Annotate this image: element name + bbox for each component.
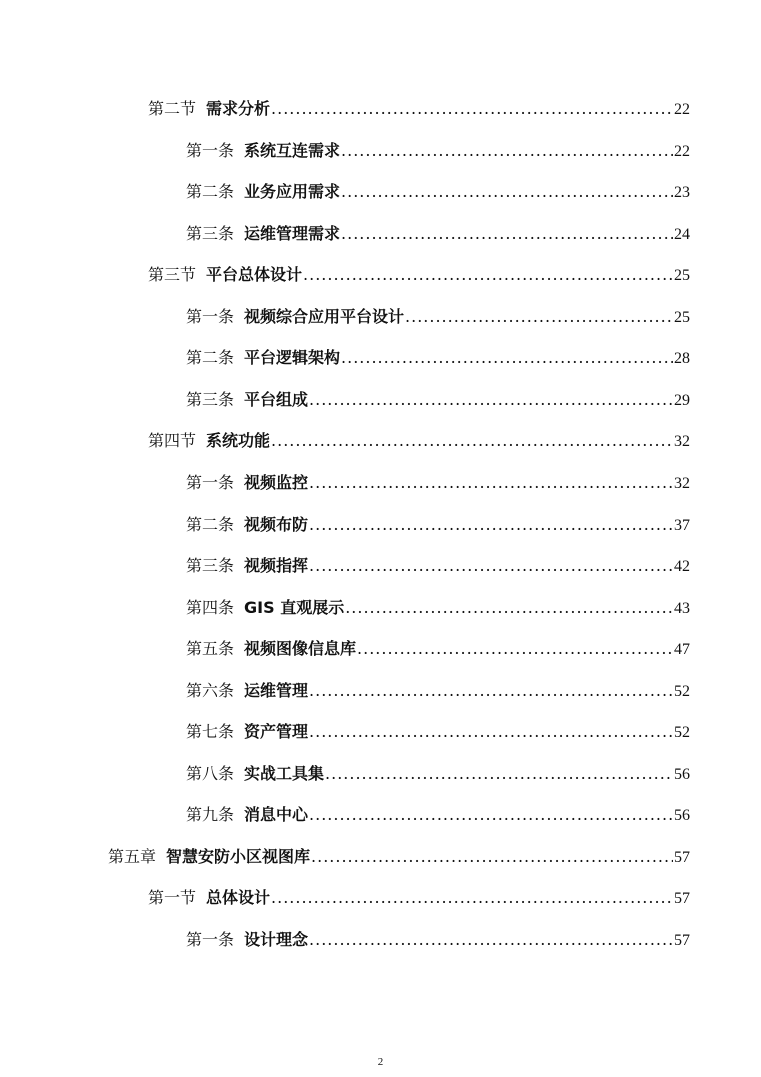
- toc-entry-number: 第二条: [186, 348, 235, 367]
- toc-entry-title: 平台总体设计: [206, 265, 303, 284]
- toc-entry-number: 第三条: [186, 556, 235, 575]
- toc-entry-title: 平台组成: [244, 390, 309, 409]
- toc-entry[interactable]: [186, 304, 690, 330]
- toc-entry[interactable]: [186, 345, 690, 371]
- toc-entry-title: 设计理念: [244, 930, 309, 949]
- dot-leader: [271, 885, 673, 911]
- dot-leader: [341, 345, 673, 371]
- dot-leader: [309, 802, 673, 828]
- toc-entry-title: 视频图像信息库: [244, 639, 357, 658]
- toc-entry-number: 第一条: [186, 930, 235, 949]
- toc-entry-page: 42: [674, 558, 690, 575]
- dot-leader: [271, 96, 673, 122]
- toc-entry-page: 52: [674, 683, 690, 700]
- dot-leader: [309, 387, 673, 413]
- toc-entry[interactable]: [186, 221, 690, 247]
- toc-entry[interactable]: [186, 927, 690, 953]
- toc-entry-title: 视频监控: [244, 473, 309, 492]
- toc-entry[interactable]: [148, 428, 690, 454]
- toc-entry-title: 总体设计: [206, 888, 271, 907]
- dot-leader: [357, 636, 673, 662]
- toc-entry-page: 23: [674, 184, 690, 201]
- toc-entry-page: 22: [674, 101, 690, 118]
- dot-leader: [341, 179, 673, 205]
- toc-entry-page: 28: [674, 350, 690, 367]
- toc-entry-page: 32: [674, 433, 690, 450]
- toc-entry-title: 资产管理: [244, 722, 309, 741]
- toc-entry-number: 第一条: [186, 307, 235, 326]
- dot-leader: [405, 304, 673, 330]
- toc-entry-number: 第二条: [186, 515, 235, 534]
- toc-entry-page: 24: [674, 226, 690, 243]
- toc-entry[interactable]: [186, 761, 690, 787]
- page-number: 2: [377, 1056, 384, 1068]
- toc-entry[interactable]: [186, 678, 690, 704]
- dot-leader: [303, 262, 673, 288]
- toc-entry-title: 实战工具集: [244, 764, 325, 783]
- toc-entry[interactable]: [186, 179, 690, 205]
- toc-entry[interactable]: [148, 96, 690, 122]
- dot-leader: [309, 470, 673, 496]
- toc-entry-title: 运维管理: [244, 681, 309, 700]
- toc-entry[interactable]: [108, 844, 690, 870]
- dot-leader: [271, 428, 673, 454]
- toc-entry[interactable]: [186, 802, 690, 828]
- toc-entry-number: 第六条: [186, 681, 235, 700]
- toc-entry-page: 37: [674, 517, 690, 534]
- toc-entry-number: 第三条: [186, 224, 235, 243]
- toc-entry-number: 第三条: [186, 390, 235, 409]
- dot-leader: [309, 927, 673, 953]
- toc-entry-page: 43: [674, 600, 690, 617]
- dot-leader: [341, 138, 673, 164]
- dot-leader: [325, 761, 673, 787]
- toc-entry-title: 消息中心: [244, 805, 309, 824]
- toc-entry-title: 视频综合应用平台设计: [244, 307, 405, 326]
- dot-leader: [345, 595, 673, 621]
- toc-entry-title: 平台逻辑架构: [244, 348, 341, 367]
- dot-leader: [309, 512, 673, 538]
- toc-entry-number: 第四节: [148, 431, 197, 450]
- toc-entry-page: 52: [674, 724, 690, 741]
- toc-entry-number: 第二节: [148, 99, 197, 118]
- toc-entry-title: 运维管理需求: [244, 224, 341, 243]
- toc-entry-page: 56: [674, 766, 690, 783]
- toc-entry-title: GIS 直观展示: [244, 598, 345, 617]
- toc-entry-number: 第四条: [186, 598, 235, 617]
- toc-entry-page: 57: [674, 849, 690, 866]
- toc-entry-number: 第一节: [148, 888, 197, 907]
- toc-entry[interactable]: [148, 262, 690, 288]
- toc-entry-number: 第三节: [148, 265, 197, 284]
- toc-entry[interactable]: [186, 470, 690, 496]
- toc-entry[interactable]: [186, 138, 690, 164]
- toc-entry-page: 29: [674, 392, 690, 409]
- toc-entry-number: 第七条: [186, 722, 235, 741]
- toc-entry-title: 智慧安防小区视图库: [166, 847, 311, 866]
- toc-entry-title: 系统功能: [206, 431, 271, 450]
- toc-entry-page: 56: [674, 807, 690, 824]
- toc-entry[interactable]: [186, 512, 690, 538]
- toc-entry-page: 25: [674, 309, 690, 326]
- toc-entry-title: 业务应用需求: [244, 182, 341, 201]
- toc-entry-number: 第九条: [186, 805, 235, 824]
- toc-entry[interactable]: [186, 636, 690, 662]
- toc-entry-number: 第一条: [186, 141, 235, 160]
- toc-entry[interactable]: [186, 553, 690, 579]
- toc-entry-number: 第二条: [186, 182, 235, 201]
- toc-entry-title: 视频布防: [244, 515, 309, 534]
- toc-entry[interactable]: [186, 595, 690, 621]
- toc-entry-title: 视频指挥: [244, 556, 309, 575]
- dot-leader: [309, 553, 673, 579]
- dot-leader: [311, 844, 673, 870]
- toc-entry-number: 第五章: [108, 847, 157, 866]
- dot-leader: [341, 221, 673, 247]
- toc-entry-number: 第八条: [186, 764, 235, 783]
- toc-entry-page: 47: [674, 641, 690, 658]
- dot-leader: [309, 719, 673, 745]
- dot-leader: [309, 678, 673, 704]
- toc-entry-title: 需求分析: [206, 99, 271, 118]
- toc-entry-page: 22: [674, 143, 690, 160]
- toc-entry-title: 系统互连需求: [244, 141, 341, 160]
- toc-entry-page: 25: [674, 267, 690, 284]
- toc-entry-number: 第五条: [186, 639, 235, 658]
- toc-entry[interactable]: [148, 885, 690, 911]
- toc-entry-page: 32: [674, 475, 690, 492]
- toc-entry-page: 57: [674, 932, 690, 949]
- toc-entry[interactable]: [186, 387, 690, 413]
- toc-entry-number: 第一条: [186, 473, 235, 492]
- toc-entry-page: 57: [674, 890, 690, 907]
- toc-entry[interactable]: [186, 719, 690, 745]
